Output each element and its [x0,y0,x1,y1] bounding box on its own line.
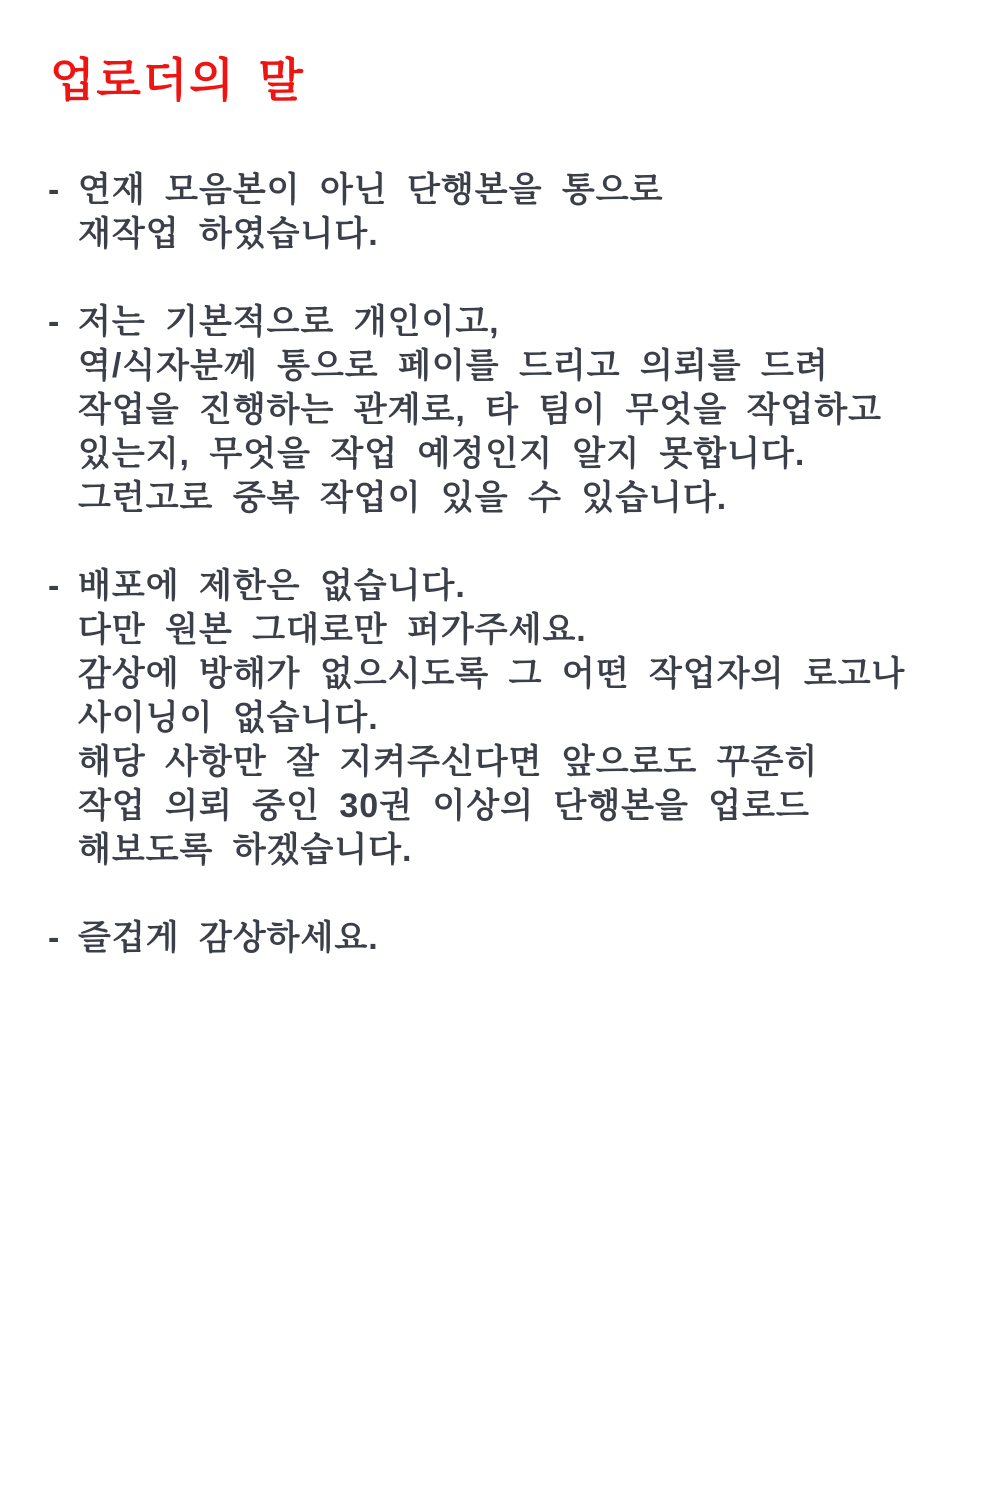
note-line [48,168,970,212]
note-paragraph [48,916,970,960]
note-line-text: 재작업 하였습니다. [78,215,379,253]
note-line [48,432,970,476]
bullet-dash: - [48,303,61,341]
notes-container [48,168,970,960]
page-title: 업로더의 말 [50,54,305,106]
note-line [48,828,970,872]
note-line [48,476,970,520]
note-line-text: 저는 기본적으로 개인이고, [78,303,500,341]
note-line-text: 감상에 방해가 없으시도록 그 어떤 작업자의 로고나 [78,655,906,693]
note-line-text: 즐겁게 감상하세요. [78,919,379,957]
note-line [48,916,970,960]
bullet-dash: - [48,567,61,605]
note-paragraph [48,168,970,256]
note-line [48,784,970,828]
note-line [48,740,970,784]
note-line [48,344,970,388]
note-line-text: 해보도록 하겠습니다. [78,831,413,869]
note-line [48,212,970,256]
note-line-text: 연재 모음본이 아닌 단행본을 통으로 [78,171,664,209]
note-line-text: 사이닝이 없습니다. [78,699,379,737]
note-line [48,608,970,652]
note-line-text: 역/식자분께 통으로 페이를 드리고 의뢰를 드려 [78,347,829,385]
note-line [48,300,970,344]
note-line-text: 그런고로 중복 작업이 있을 수 있습니다. [78,479,728,517]
note-paragraph [48,300,970,520]
note-line [48,696,970,740]
note-line [48,564,970,608]
note-line-text: 배포에 제한은 없습니다. [78,567,466,605]
bullet-dash: - [48,171,61,209]
note-line-text: 작업을 진행하는 관계로, 타 팀이 무엇을 작업하고 [78,391,883,429]
note-line [48,388,970,432]
note-line-text: 있는지, 무엇을 작업 예정인지 알지 못합니다. [78,435,806,473]
note-line-text: 작업 의뢰 중인 30권 이상의 단행본을 업로드 [78,787,810,825]
note-line [48,652,970,696]
note-paragraph [48,564,970,872]
bullet-dash: - [48,919,61,957]
note-line-text: 다만 원본 그대로만 퍼가주세요. [78,611,587,649]
note-line-text: 해당 사항만 잘 지켜주신다면 앞으로도 꾸준히 [78,743,819,781]
